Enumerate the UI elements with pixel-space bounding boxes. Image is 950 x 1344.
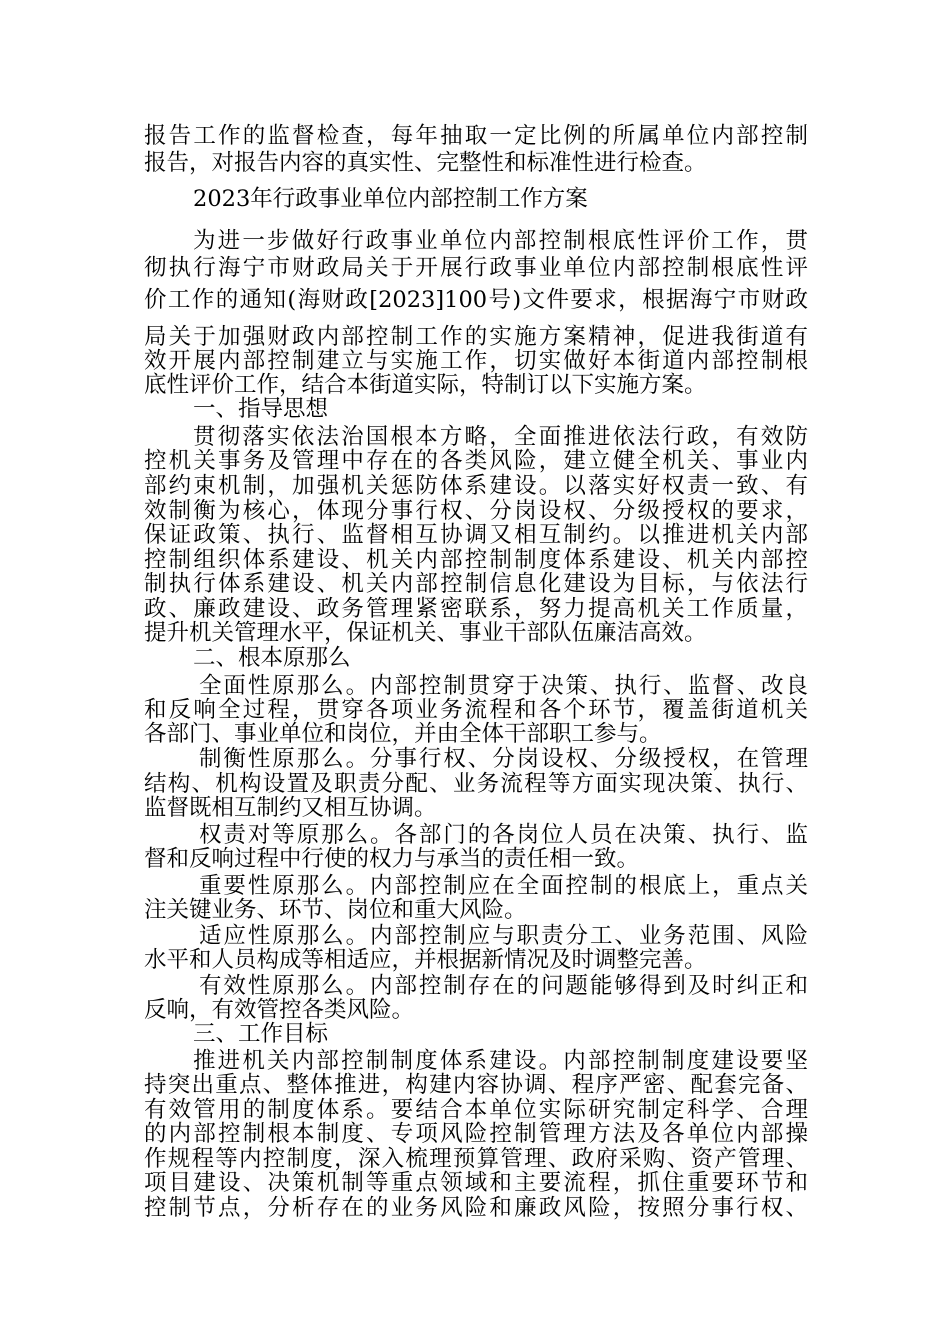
text-line: 价工作的通知(海财政[2023]100号)文件要求，根据海宁市财政 [144,287,808,313]
text-line: 为进一步做好行政事业单位内部控制根底性评价工作，贯 [193,228,808,254]
text-line: 权责对等原那么。各部门的各岗位人员在决策、执行、监 [199,822,808,848]
text-line: 反响，有效管控各类风险。 [144,997,415,1023]
text-line: 政、廉政建设、政务管理紧密联系，努力提高机关工作质量， [144,596,808,622]
text-line: 和反响全过程，贯穿各项业务流程和各个环节，覆盖街道机关 [144,697,808,723]
text-line: 保证政策、执行、监督相互协调又相互制约。以推进机关内部 [144,522,808,548]
text-line: 有效性原那么。内部控制存在的问题能够得到及时纠正和 [199,973,808,999]
text-line: 报告，对报告内容的真实性、完整性和标准性进行检查。 [144,150,707,176]
text-line: 项目建设、决策机制等重点领域和主要流程，抓住重要环节和 [144,1170,808,1196]
text-line: 结构、机构设置及职责分配、业务流程等方面实现决策、执行、 [144,771,808,797]
text-line: 局关于加强财政内部控制工作的实施方案精神，促进我街道有 [144,324,808,350]
text-line: 水平和人员构成等相适应，并根据新情况及时调整完善。 [144,947,707,973]
text-line: 彻执行海宁市财政局关于开展行政事业单位内部控制根底性评 [144,255,808,281]
text-line: 的内部控制根本制度、专项风险控制管理方法及各单位内部操 [144,1121,808,1147]
text-line: 部约束机制，加强机关惩防体系建设。以落实好权责一致、有 [144,473,808,499]
text-line: 提升机关管理水平，保证机关、事业干部队伍廉洁高效。 [144,620,707,646]
text-line: 监督既相互制约又相互协调。 [144,795,437,821]
text-line: 推进机关内部控制制度体系建设。内部控制制度建设要坚 [193,1048,808,1074]
text-line: 底性评价工作，结合本街道实际，特制订以下实施方案。 [144,372,707,398]
text-line: 制执行体系建设、机关内部控制信息化建设为目标，与依法行 [144,571,808,597]
text-line: 督和反响过程中行使的权力与承当的责任相一致。 [144,846,640,872]
text-line: 贯彻落实依法治国根本方略，全面推进依法行政，有效防 [193,424,808,450]
text-line: 报告工作的监督检查，每年抽取一定比例的所属单位内部控制 [144,123,808,149]
document-title: 2023年行政事业单位内部控制工作方案 [193,186,588,212]
text-line: 效开展内部控制建立与实施工作，切实做好本街道内部控制根 [144,348,808,374]
text-line: 重要性原那么。内部控制应在全面控制的根底上，重点关 [199,873,808,899]
text-line: 各部门、事业单位和岗位，并由全体干部职工参与。 [144,721,662,747]
text-line: 效制衡为核心，体现分事行权、分岗设权、分级授权的要求， [144,498,808,524]
section-heading: 一、指导思想 [193,396,329,422]
section-heading: 二、根本原那么 [193,645,351,671]
text-line: 全面性原那么。内部控制贯穿于决策、执行、监督、改良 [199,673,808,699]
text-line: 注关键业务、环节、岗位和重大风险。 [144,897,527,923]
text-line: 持突出重点、整体推进，构建内容协调、程序严密、配套完备、 [144,1072,808,1098]
text-line: 控制节点，分析存在的业务风险和廉政风险，按照分事行权、 [144,1195,808,1221]
text-line: 控机关事务及管理中存在的各类风险，建立健全机关、事业内 [144,448,808,474]
text-line: 有效管用的制度体系。要结合本单位实际研究制定科学、合理 [144,1097,808,1123]
section-heading: 三、工作目标 [193,1021,329,1047]
text-line: 作规程等内控制度，深入梳理预算管理、政府采购、资产管理、 [144,1146,808,1172]
text-line: 控制组织体系建设、机关内部控制制度体系建设、机关内部控 [144,547,808,573]
text-line: 制衡性原那么。分事行权、分岗设权、分级授权，在管理 [199,746,808,772]
text-line: 适应性原那么。内部控制应与职责分工、业务范围、风险 [199,923,808,949]
